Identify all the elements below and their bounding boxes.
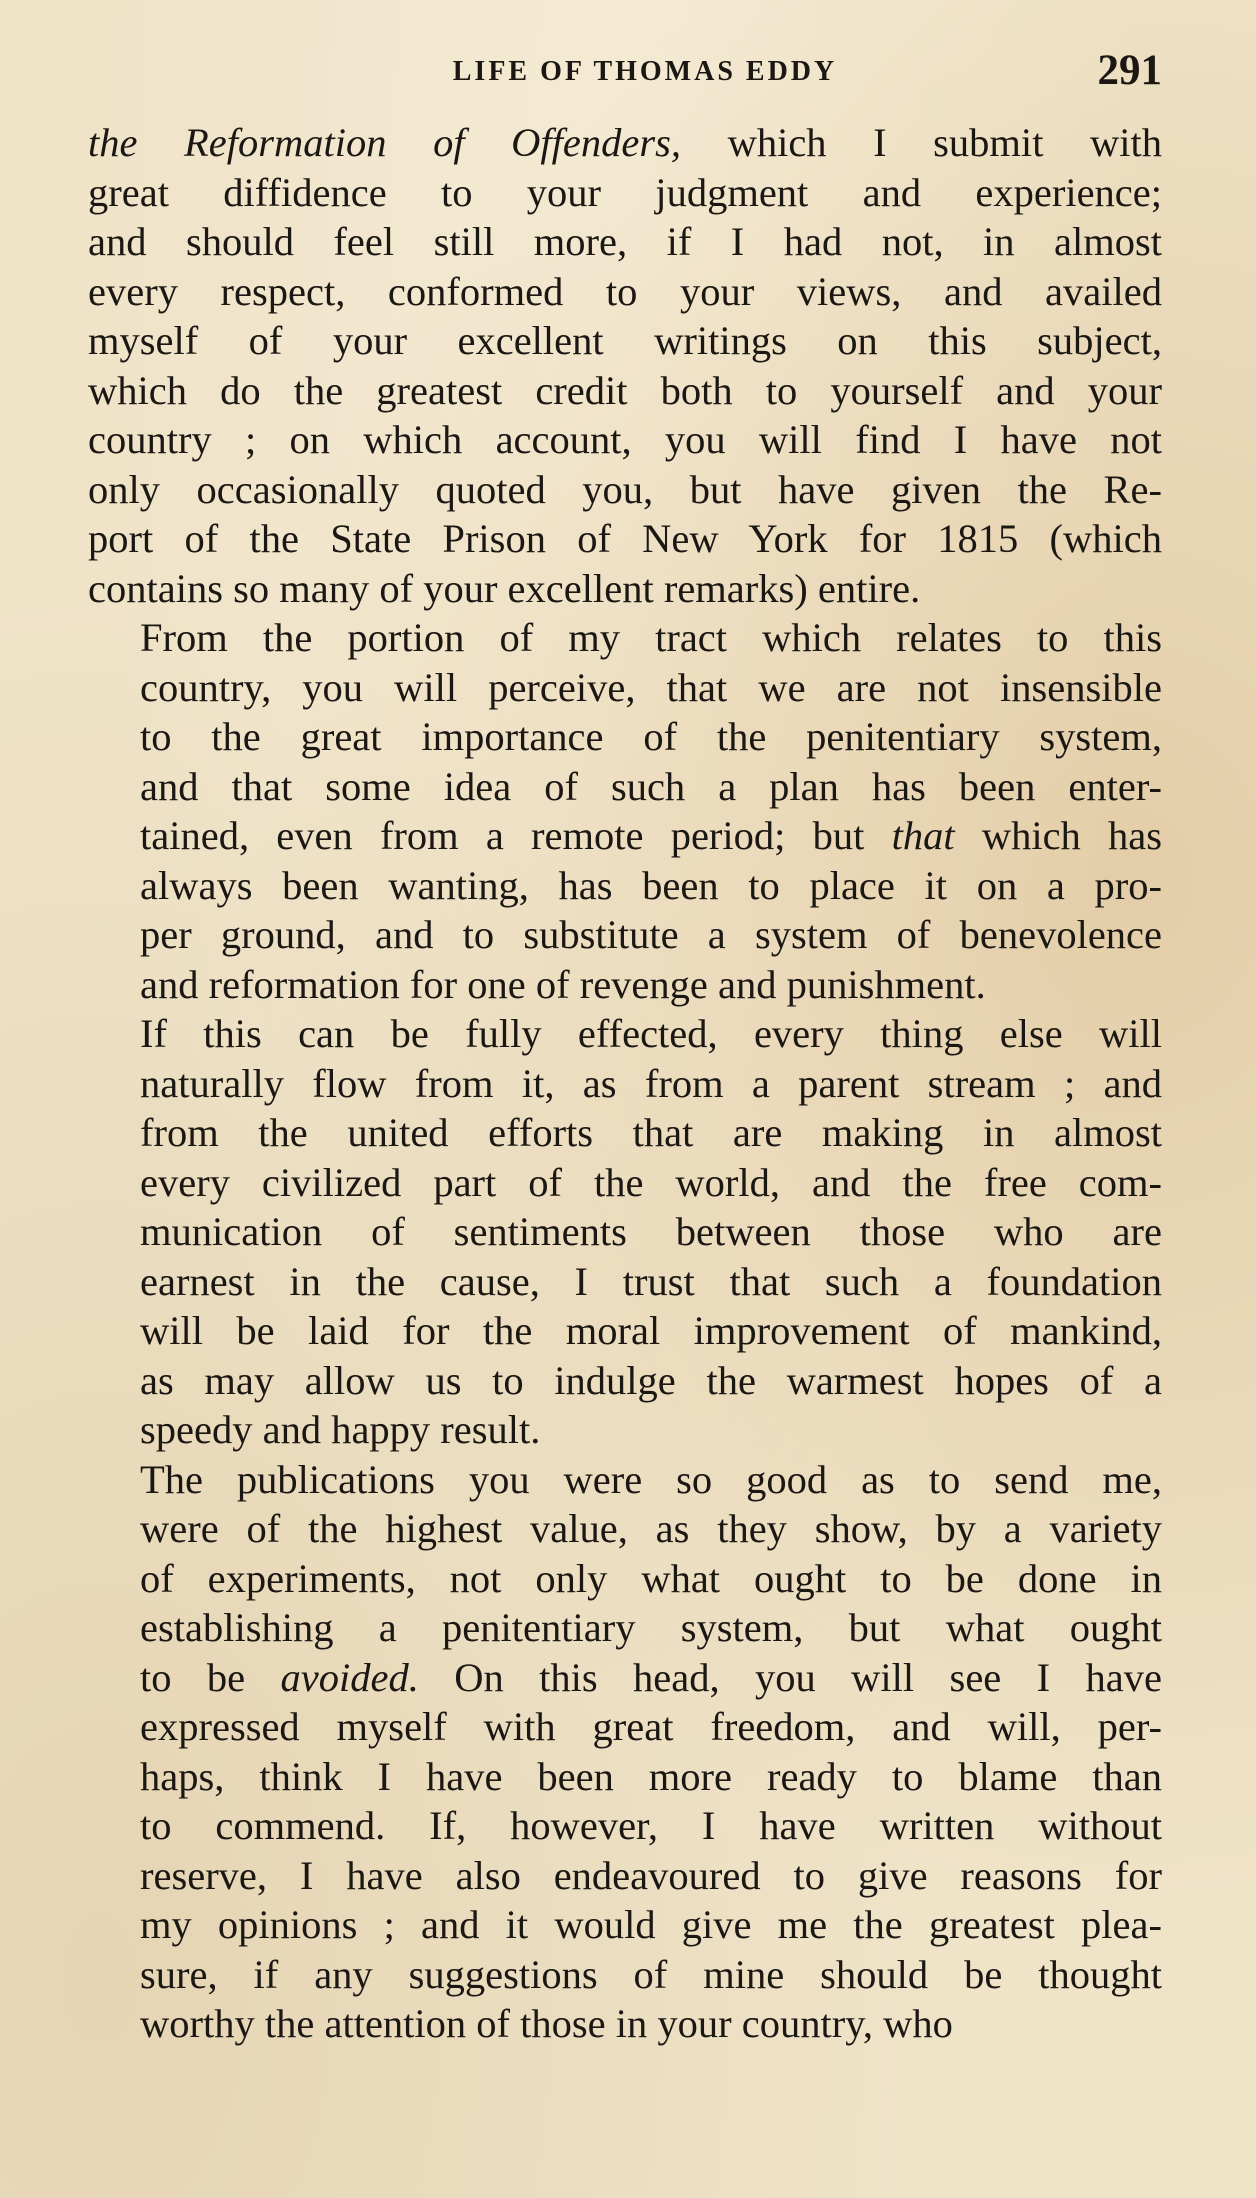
text-line <box>88 118 1162 168</box>
text-segment: to be <box>140 1654 281 1700</box>
text-segment: always been wanting, has been to place it on a pro- <box>140 862 1162 908</box>
text-line <box>88 960 1162 1010</box>
text-segment: The publications you were so good as to send me, <box>140 1456 1162 1502</box>
text-segment: If this can be fully effected, every thing else will <box>140 1011 1162 1056</box>
text-line <box>88 366 1162 416</box>
text-segment: expressed myself with great freedom, and will, per- <box>140 1704 1162 1749</box>
italic-text: avoided. <box>280 1654 419 1700</box>
text-segment: and reformation for one of revenge and punishment. <box>140 961 986 1007</box>
text-segment: which I submit with <box>681 120 1163 165</box>
text-line <box>88 1257 1162 1307</box>
text-segment: were of the highest value, as they show, by a variety <box>140 1506 1162 1551</box>
text-segment: naturally flow from it, as from a parent stream ; and <box>140 1060 1162 1106</box>
paragraph <box>88 1455 1162 2049</box>
text-line <box>88 465 1162 515</box>
text-line <box>88 1950 1162 2000</box>
text-line <box>88 1554 1162 1604</box>
text-line <box>88 910 1162 960</box>
text-segment: earnest in the cause, I trust that such a foundation <box>140 1258 1162 1304</box>
text-line <box>88 1455 1162 1505</box>
text-line <box>88 1900 1162 1950</box>
text-segment: every respect, conformed to your views, and availed <box>88 268 1162 314</box>
text-line <box>88 1801 1162 1851</box>
text-line <box>88 1158 1162 1208</box>
running-head: LIFE OF THOMAS EDDY <box>452 56 838 87</box>
text-segment: country ; on which account, you will find I have not <box>88 417 1162 462</box>
text-segment: myself of your excellent writings on this subject, <box>88 318 1162 363</box>
text-segment: of experiments, not only what ought to be done in <box>140 1555 1162 1601</box>
text-segment: country, you will perceive, that we are not insensible <box>140 664 1162 710</box>
italic-text: the Reformation of Offenders, <box>88 120 682 165</box>
text-segment: my opinions ; and it would give me the greatest plea- <box>140 1902 1162 1947</box>
text-line <box>88 861 1162 911</box>
body-text <box>88 118 1162 2049</box>
text-segment: tained, even from a remote period; but <box>140 813 892 858</box>
text-line <box>88 1405 1162 1455</box>
text-segment: to the great importance of the penitentiary system, <box>140 714 1162 759</box>
text-line <box>88 514 1162 564</box>
text-line <box>88 762 1162 812</box>
text-segment: to commend. If, however, I have written without <box>140 1803 1162 1848</box>
text-segment: reserve, I have also endeavoured to give reasons for <box>140 1852 1162 1898</box>
text-segment: and should feel still more, if I had not, in almost <box>88 219 1162 264</box>
text-line <box>88 613 1162 663</box>
text-segment: speedy and happy result. <box>140 1407 541 1452</box>
text-line <box>88 1653 1162 1703</box>
text-line <box>88 1059 1162 1109</box>
text-segment: On this head, you will see I have <box>418 1654 1162 1700</box>
text-line <box>88 1356 1162 1406</box>
page-header <box>88 47 1162 102</box>
text-segment: contains so many of your excellent remarks) entire. <box>88 565 921 611</box>
text-segment: establishing a penitentiary system, but what ought <box>140 1605 1162 1650</box>
text-segment: which do the greatest credit both to yourself and your <box>88 367 1162 413</box>
text-line <box>88 1306 1162 1356</box>
text-line <box>88 1504 1162 1554</box>
italic-text: that <box>891 813 955 858</box>
text-line <box>88 316 1162 366</box>
text-segment: only occasionally quoted you, but have given the Re- <box>88 466 1162 512</box>
text-line <box>88 1752 1162 1802</box>
text-line <box>88 217 1162 267</box>
text-segment: port of the State Prison of New York for 1815 (which <box>88 516 1162 561</box>
text-line <box>88 564 1162 614</box>
text-segment: munication of sentiments between those who are <box>140 1209 1162 1254</box>
text-line <box>88 1999 1162 2049</box>
text-segment: which has <box>954 813 1162 858</box>
text-line <box>88 168 1162 218</box>
text-segment: as may allow us to indulge the warmest hopes of a <box>140 1357 1162 1403</box>
text-segment: and that some idea of such a plan has been enter- <box>140 763 1162 809</box>
text-segment: worthy the attention of those in your country, who <box>140 2001 953 2046</box>
text-line <box>88 1702 1162 1752</box>
text-line <box>88 811 1162 861</box>
text-line <box>88 663 1162 713</box>
page-number: 291 <box>1097 47 1162 94</box>
text-line <box>88 267 1162 317</box>
text-line <box>88 1207 1162 1257</box>
text-segment: will be laid for the moral improvement of mankind, <box>140 1308 1162 1353</box>
text-line <box>88 712 1162 762</box>
text-segment: From the portion of my tract which relates to this <box>140 615 1162 660</box>
paragraph <box>88 1009 1162 1455</box>
text-segment: sure, if any suggestions of mine should be thought <box>140 1951 1162 1997</box>
text-line <box>88 1851 1162 1901</box>
text-line <box>88 1603 1162 1653</box>
paragraph <box>88 613 1162 1009</box>
text-segment: every civilized part of the world, and the free com- <box>140 1159 1162 1205</box>
text-segment: great diffidence to your judgment and experience; <box>88 169 1162 215</box>
text-line <box>88 1108 1162 1158</box>
text-line <box>88 415 1162 465</box>
text-line <box>88 1009 1162 1059</box>
text-segment: haps, think I have been more ready to blame than <box>140 1753 1162 1799</box>
text-segment: from the united efforts that are making in almost <box>140 1110 1162 1155</box>
text-segment: per ground, and to substitute a system of benevolence <box>140 912 1162 957</box>
paragraph <box>88 118 1162 613</box>
